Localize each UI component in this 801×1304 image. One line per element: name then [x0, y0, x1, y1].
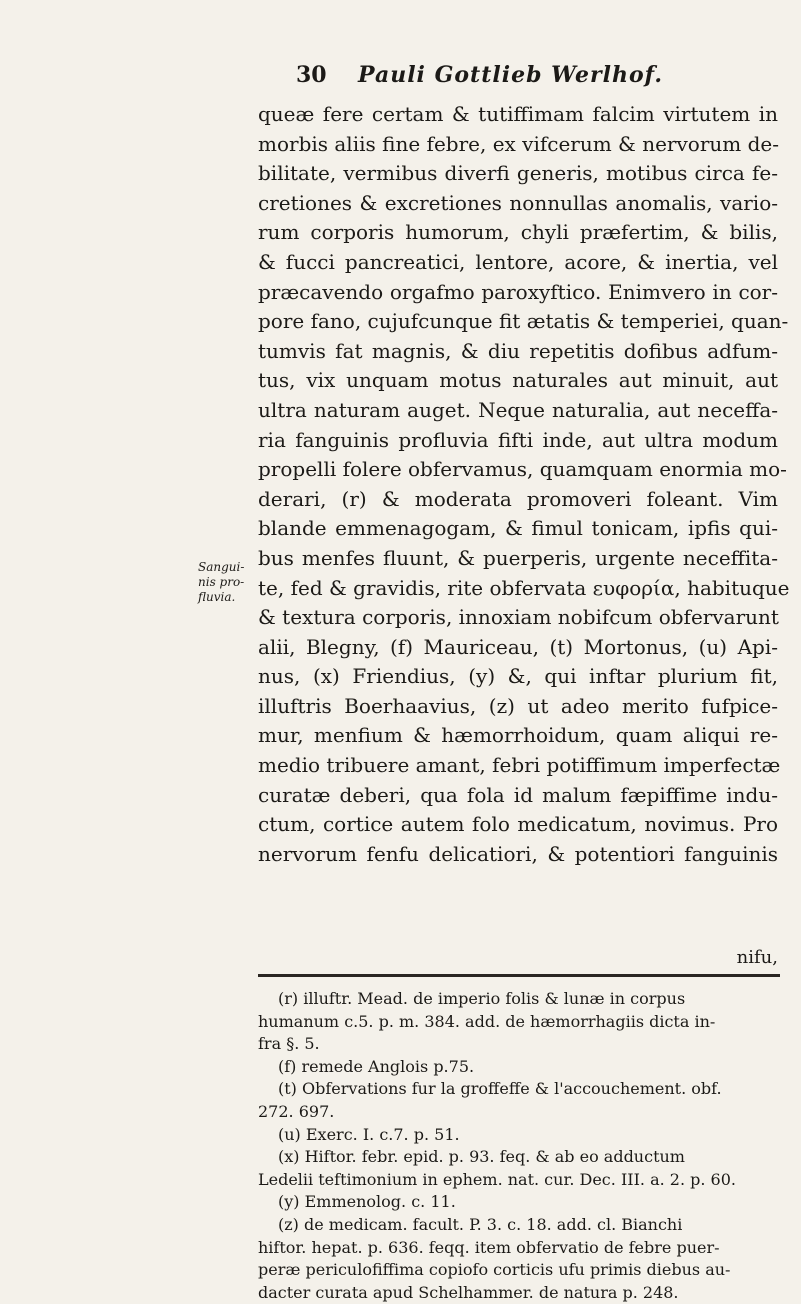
- footnote-line: (y) Emmenolog. c. 11.: [278, 1192, 456, 1212]
- text-line: bus menfes fluunt, & puerperis, urgente neceffita-: [258, 545, 778, 570]
- footnote-line: dacter curata apud Schelhammer. de natura p. 248.: [258, 1282, 679, 1302]
- text-line: alii, Blegny, (f) Mauriceau, (t) Mortonus, (u) Api-: [258, 634, 778, 659]
- text-line: ria fanguinis profluvia fifti inde, aut ultra modum: [258, 427, 778, 452]
- text-line: morbis aliis fine febre, ex vifcerum & nervorum de-: [258, 131, 779, 156]
- page-number: 30: [296, 62, 327, 88]
- text-line: & textura corporis, innoxiam nobifcum obfervarunt: [258, 605, 779, 630]
- text-line: nus, (x) Friendius, (y) &, qui inftar plurium fit,: [258, 664, 778, 689]
- text-line: & fucci pancreatici, lentore, acore, & inertia, vel: [258, 249, 778, 274]
- footnote-line: (f) remede Anglois p.75.: [278, 1056, 475, 1076]
- text-line: cretiones & excretiones nonnullas anomalis, vario-: [258, 190, 778, 215]
- text-line: tumvis fat magnis, & diu repetitis dofibus adfum-: [258, 338, 778, 363]
- text-line: pore fano, cujufcunque fit ætatis & temperiei, quan-: [258, 309, 789, 334]
- page-header: [0, 62, 801, 96]
- margin-note-line: fluvia.: [198, 590, 236, 604]
- margin-note: [198, 560, 246, 605]
- footnote-line: (r) illuftr. Mead. de imperio folis & lunæ in corpus: [278, 989, 686, 1008]
- main-text: [258, 100, 790, 869]
- text-line: nervorum fenfu delicatiori, & potentiori fanguinis: [258, 841, 778, 866]
- text-line: ultra naturam auget. Neque naturalia, aut neceffa-: [258, 397, 778, 422]
- text-line: te, fed & gravidis, rite obfervata ευφορία, habituque: [258, 575, 790, 600]
- footnote-line: fra §. 5.: [258, 1034, 320, 1054]
- footnotes: [258, 988, 780, 1304]
- footnote-line: hiftor. hepat. p. 636. feqq. item obfervatio de febre puer-: [258, 1237, 720, 1257]
- footnote-line: peræ periculofiffima copiofo corticis ufu primis diebus au-: [258, 1260, 731, 1280]
- text-line: rum corporis humorum, chyli præfertim, & bilis,: [258, 220, 778, 245]
- text-line: tus, vix unquam motus naturales aut minuit, aut: [258, 368, 778, 393]
- catchword: nifu,: [736, 947, 778, 968]
- footnote-line: Ledelii teftimonium in ephem. nat. cur. Dec. III. a. 2. p. 60.: [258, 1169, 736, 1189]
- margin-note-line: nis pro-: [198, 575, 245, 589]
- footnote-line: (x) Hiftor. febr. epid. p. 93. feq. & ab eo adductum: [278, 1147, 685, 1167]
- text-line: mur, menfium & hæmorrhoidum, quam aliqui re-: [258, 723, 778, 748]
- footnote-line: 272. 697.: [258, 1101, 335, 1121]
- text-line: illuftris Boerhaavius, (z) ut adeo merito fufpice-: [258, 693, 778, 718]
- footnote-line: humanum c.5. p. m. 384. add. de hæmorrhagiis dicta in-: [258, 1011, 716, 1031]
- footnote-line: (z) de medicam. facult. P. 3. c. 18. add. cl. Bianchi: [278, 1214, 683, 1234]
- footnote-line: (u) Exerc. I. c.7. p. 51.: [278, 1124, 460, 1144]
- text-line: bilitate, vermibus diverfi generis, motibus circa fe-: [258, 161, 778, 186]
- text-line: ctum, cortice autem folo medicatum, novimus. Pro: [258, 812, 778, 837]
- text-line: derari, (r) & moderata promoveri foleant. Vim: [258, 486, 778, 511]
- running-head: Pauli Gottlieb Werlhof.: [358, 62, 663, 88]
- footnote-line: (t) Obfervations fur la groffeffe & l'accouchement. obf.: [278, 1079, 722, 1099]
- margin-note-line: Sangui-: [198, 560, 245, 574]
- text-line: blande emmenagogam, & fimul tonicam, ipfis qui-: [258, 516, 778, 541]
- text-line: præcavendo orgafmo paroxyftico. Enimvero in cor-: [258, 279, 778, 304]
- text-line: curatæ deberi, qua fola id malum fæpiffime indu-: [258, 782, 778, 807]
- text-line: medio tribuere amant, febri potiffimum imperfectæ: [258, 753, 781, 778]
- text-line: queæ fere certam & tutiffimam falcim virtutem in: [258, 102, 778, 126]
- footnote-rule: [258, 974, 780, 977]
- text-line: propelli folere obfervamus, quamquam enormia mo-: [258, 457, 787, 482]
